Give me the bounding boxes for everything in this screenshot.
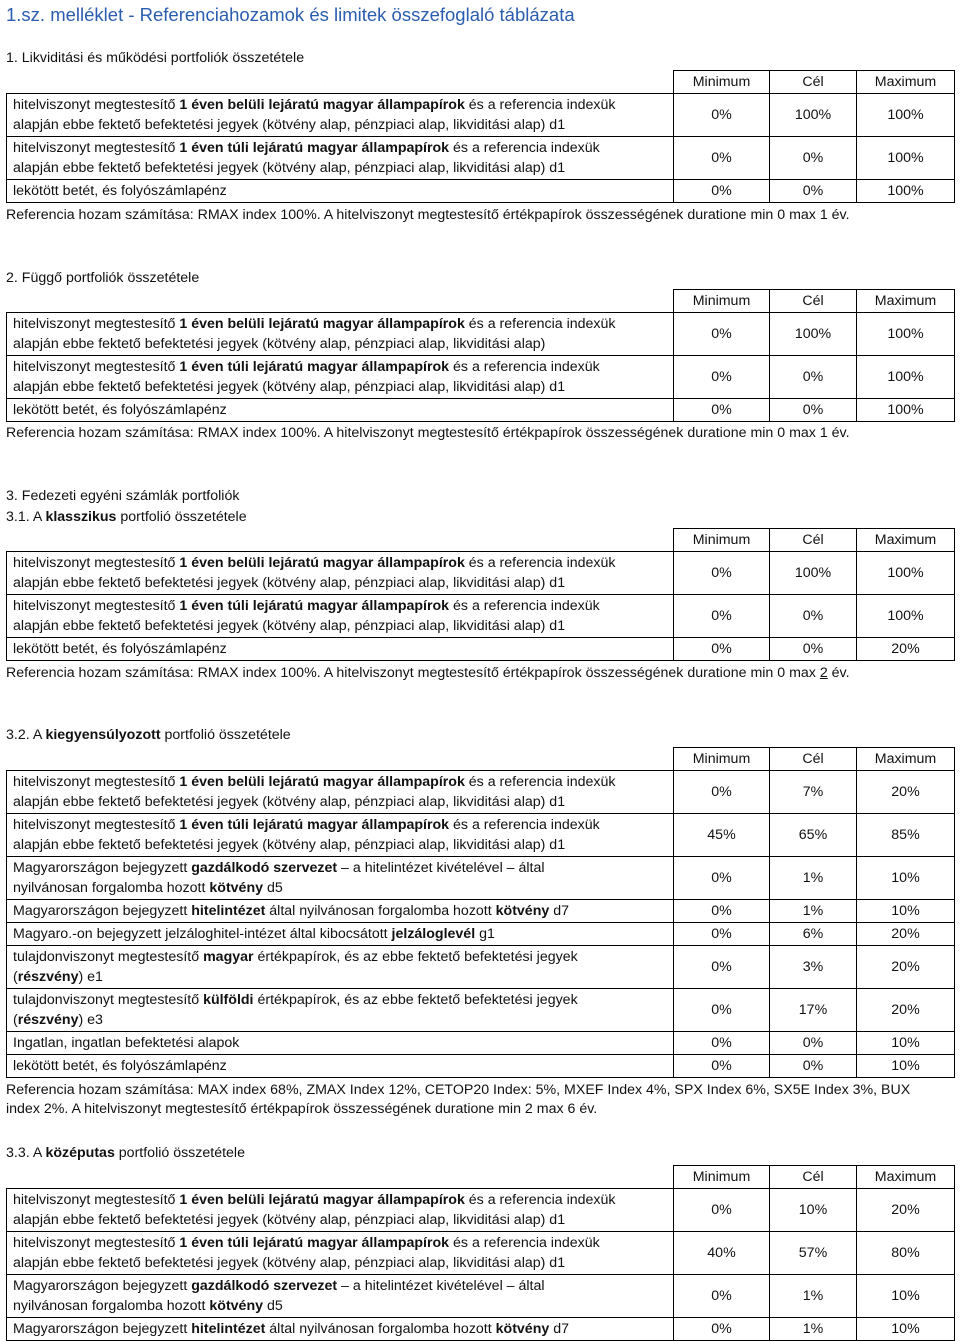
cell-max: 80%: [857, 1232, 955, 1275]
header-max: Maximum: [857, 529, 955, 552]
table-row: [7, 1189, 955, 1232]
header-max: Maximum: [857, 1166, 955, 1189]
page-title: 1.sz. melléklet - Referenciahozamok és limitek összefoglaló táblázata: [6, 4, 575, 25]
cell-min: 0%: [674, 137, 770, 180]
cell-cel: 0%: [770, 356, 857, 399]
section-3-2-table: [6, 747, 955, 1078]
cell-min: 0%: [674, 399, 770, 422]
section-2-heading: 2. Függő portfoliók összetétele: [6, 270, 200, 286]
cell-max: 10%: [857, 900, 955, 923]
cell-cel: 100%: [770, 552, 857, 595]
table-row: [7, 1275, 955, 1318]
table-row: [7, 180, 955, 203]
cell-min: 45%: [674, 814, 770, 857]
cell-cel: 17%: [770, 989, 857, 1032]
row-label: Magyarországon bejegyzett hitelintézet által nyilvánosan forgalomba hozott kötvény d7: [7, 1318, 674, 1341]
cell-cel: 6%: [770, 923, 857, 946]
cell-cel: 1%: [770, 1275, 857, 1318]
row-label: hitelviszonyt megtestesítő 1 éven túli lejáratú magyar állampapírok és a referencia indexük alapján ebbe fektető befektetési jegyek (kötvény alap, pénzpiaci alap, likviditási alap) d1: [7, 814, 674, 857]
table-header-row: [7, 290, 955, 313]
cell-cel: 65%: [770, 814, 857, 857]
cell-min: 0%: [674, 923, 770, 946]
row-label: Magyarországon bejegyzett gazdálkodó szervezet – a hitelintézet kivételével – által nyilvánosan forgalomba hozott kötvény d5: [7, 1275, 674, 1318]
cell-min: 0%: [674, 356, 770, 399]
row-label: hitelviszonyt megtestesítő 1 éven belüli lejáratú magyar állampapírok és a referencia indexük alapján ebbe fektető befektetési jegyek (kötvény alap, pénzpiaci alap, likviditási alap) d1: [7, 1189, 674, 1232]
header-min: Minimum: [674, 529, 770, 552]
row-label: Magyarországon bejegyzett hitelintézet által nyilvánosan forgalomba hozott kötvény d7: [7, 900, 674, 923]
cell-max: 20%: [857, 1189, 955, 1232]
cell-min: 0%: [674, 1189, 770, 1232]
cell-cel: 3%: [770, 946, 857, 989]
table-header-row: [7, 71, 955, 94]
header-cel: Cél: [770, 71, 857, 94]
cell-min: 0%: [674, 552, 770, 595]
cell-cel: 0%: [770, 399, 857, 422]
row-label: Magyaro.-on bejegyzett jelzáloghitel-intézet által kibocsátott jelzáloglevél g1: [7, 923, 674, 946]
header-max: Maximum: [857, 71, 955, 94]
cell-cel: 0%: [770, 595, 857, 638]
cell-cel: 1%: [770, 1318, 857, 1341]
row-label: lekötött betét, és folyószámlapénz: [7, 638, 674, 661]
section-3-3-table: [6, 1165, 955, 1341]
table-header-row: [7, 1166, 955, 1189]
cell-max: 10%: [857, 1275, 955, 1318]
table-row: [7, 1232, 955, 1275]
table-row: [7, 638, 955, 661]
section-3-2-note: Referencia hozam számítása: MAX index 68%, ZMAX Index 12%, CETOP20 Index: 5%, MXEF Index 4%, SPX Index 6%, SX5E Index 3%, BUX index 2%. A hitelviszonyt megtestesítő értékpapírok összességének duratione min 2 max 6 év.: [6, 1082, 911, 1117]
cell-max: 20%: [857, 946, 955, 989]
row-label: tulajdonviszonyt megtestesítő magyar értékpapírok, és az ebbe fektető befektetési jegyek (részvény) e1: [7, 946, 674, 989]
cell-cel: 1%: [770, 857, 857, 900]
header-min: Minimum: [674, 71, 770, 94]
cell-max: 100%: [857, 137, 955, 180]
table-row: [7, 313, 955, 356]
table-row: [7, 399, 955, 422]
table-header-row: [7, 529, 955, 552]
header-min: Minimum: [674, 1166, 770, 1189]
section-3-1-note: Referencia hozam számítása: RMAX index 100%. A hitelviszonyt megtestesítő értékpapírok összességének duratione min 0 max 2 év.: [6, 665, 850, 681]
table-row: [7, 923, 955, 946]
cell-min: 0%: [674, 857, 770, 900]
cell-max: 20%: [857, 989, 955, 1032]
row-label: tulajdonviszonyt megtestesítő külföldi értékpapírok, és az ebbe fektető befektetési jegyek (részvény) e3: [7, 989, 674, 1032]
cell-cel: 0%: [770, 638, 857, 661]
table-row: [7, 771, 955, 814]
header-max: Maximum: [857, 290, 955, 313]
cell-max: 10%: [857, 1032, 955, 1055]
cell-cel: 1%: [770, 900, 857, 923]
cell-max: 85%: [857, 814, 955, 857]
table-row: [7, 989, 955, 1032]
cell-min: 0%: [674, 180, 770, 203]
row-label: hitelviszonyt megtestesítő 1 éven túli lejáratú magyar állampapírok és a referencia indexük alapján ebbe fektető befektetési jegyek (kötvény alap, pénzpiaci alap, likviditási alap) d1: [7, 595, 674, 638]
cell-min: 0%: [674, 1055, 770, 1078]
table-row: [7, 1032, 955, 1055]
row-label: Ingatlan, ingatlan befektetési alapok: [7, 1032, 674, 1055]
cell-min: 0%: [674, 900, 770, 923]
table-row: [7, 1055, 955, 1078]
section-1-note: Referencia hozam számítása: RMAX index 100%. A hitelviszonyt megtestesítő értékpapírok összességének duratione min 0 max 1 év.: [6, 207, 850, 223]
cell-cel: 10%: [770, 1189, 857, 1232]
table-row: [7, 137, 955, 180]
cell-cel: 7%: [770, 771, 857, 814]
cell-min: 0%: [674, 1275, 770, 1318]
row-label: Magyarországon bejegyzett gazdálkodó szervezet – a hitelintézet kivételével – által nyilvánosan forgalomba hozott kötvény d5: [7, 857, 674, 900]
cell-max: 100%: [857, 313, 955, 356]
cell-cel: 100%: [770, 94, 857, 137]
header-min: Minimum: [674, 748, 770, 771]
cell-max: 100%: [857, 94, 955, 137]
cell-cel: 100%: [770, 313, 857, 356]
row-label: lekötött betét, és folyószámlapénz: [7, 399, 674, 422]
row-label: hitelviszonyt megtestesítő 1 éven túli lejáratú magyar állampapírok és a referencia indexük alapján ebbe fektető befektetési jegyek (kötvény alap, pénzpiaci alap, likviditási alap) d1: [7, 356, 674, 399]
cell-min: 0%: [674, 595, 770, 638]
cell-min: 0%: [674, 638, 770, 661]
cell-max: 10%: [857, 857, 955, 900]
cell-min: 40%: [674, 1232, 770, 1275]
header-min: Minimum: [674, 290, 770, 313]
header-cel: Cél: [770, 290, 857, 313]
table-row: [7, 94, 955, 137]
cell-cel: 0%: [770, 1032, 857, 1055]
cell-max: 100%: [857, 399, 955, 422]
row-label: lekötött betét, és folyószámlapénz: [7, 180, 674, 203]
table-header-row: [7, 748, 955, 771]
section-2-table: [6, 289, 955, 422]
section-3-heading: 3. Fedezeti egyéni számlák portfoliók: [6, 488, 240, 504]
cell-max: 100%: [857, 552, 955, 595]
section-2-note: Referencia hozam számítása: RMAX index 100%. A hitelviszonyt megtestesítő értékpapírok összességének duratione min 0 max 1 év.: [6, 425, 850, 441]
cell-max: 100%: [857, 595, 955, 638]
cell-max: 10%: [857, 1318, 955, 1341]
row-label: hitelviszonyt megtestesítő 1 éven belüli lejáratú magyar állampapírok és a referencia indexük alapján ebbe fektető befektetési jegyek (kötvény alap, pénzpiaci alap, likviditási alap) d1: [7, 552, 674, 595]
table-row: [7, 857, 955, 900]
cell-max: 100%: [857, 356, 955, 399]
header-cel: Cél: [770, 529, 857, 552]
cell-max: 20%: [857, 771, 955, 814]
section-1-heading: 1. Likviditási és működési portfoliók összetétele: [6, 50, 305, 66]
section-3-2-heading: 3.2. A kiegyensúlyozott portfolió összetétele: [6, 727, 291, 743]
row-label: hitelviszonyt megtestesítő 1 éven belüli lejáratú magyar állampapírok és a referencia indexük alapján ebbe fektető befektetési jegyek (kötvény alap, pénzpiaci alap, likviditási alap) d1: [7, 94, 674, 137]
cell-min: 0%: [674, 1032, 770, 1055]
table-row: [7, 552, 955, 595]
cell-cel: 0%: [770, 137, 857, 180]
table-row: [7, 595, 955, 638]
row-label: hitelviszonyt megtestesítő 1 éven túli lejáratú magyar állampapírok és a referencia indexük alapján ebbe fektető befektetési jegyek (kötvény alap, pénzpiaci alap, likviditási alap) d1: [7, 1232, 674, 1275]
cell-min: 0%: [674, 771, 770, 814]
cell-max: 10%: [857, 1055, 955, 1078]
cell-max: 20%: [857, 638, 955, 661]
section-3-1-heading: 3.1. A klasszikus portfolió összetétele: [6, 509, 247, 525]
cell-min: 0%: [674, 1318, 770, 1341]
cell-max: 20%: [857, 923, 955, 946]
cell-cel: 0%: [770, 180, 857, 203]
cell-min: 0%: [674, 94, 770, 137]
cell-max: 100%: [857, 180, 955, 203]
cell-cel: 57%: [770, 1232, 857, 1275]
table-row: [7, 1318, 955, 1341]
table-row: [7, 814, 955, 857]
section-3-1-table: [6, 528, 955, 661]
row-label: hitelviszonyt megtestesítő 1 éven túli lejáratú magyar állampapírok és a referencia indexük alapján ebbe fektető befektetési jegyek (kötvény alap, pénzpiaci alap, likviditási alap) d1: [7, 137, 674, 180]
section-3-3-heading: 3.3. A középutas portfolió összetétele: [6, 1145, 245, 1161]
cell-min: 0%: [674, 989, 770, 1032]
section-1-table: [6, 70, 955, 203]
table-row: [7, 356, 955, 399]
header-cel: Cél: [770, 1166, 857, 1189]
row-label: hitelviszonyt megtestesítő 1 éven belüli lejáratú magyar állampapírok és a referencia indexük alapján ebbe fektető befektetési jegyek (kötvény alap, pénzpiaci alap, likviditási alap) d1: [7, 771, 674, 814]
row-label: hitelviszonyt megtestesítő 1 éven belüli lejáratú magyar állampapírok és a referencia indexük alapján ebbe fektető befektetési jegyek (kötvény alap, pénzpiaci alap, likviditási alap): [7, 313, 674, 356]
header-max: Maximum: [857, 748, 955, 771]
table-row: [7, 946, 955, 989]
cell-min: 0%: [674, 313, 770, 356]
cell-min: 0%: [674, 946, 770, 989]
header-cel: Cél: [770, 748, 857, 771]
table-row: [7, 900, 955, 923]
cell-cel: 0%: [770, 1055, 857, 1078]
row-label: lekötött betét, és folyószámlapénz: [7, 1055, 674, 1078]
